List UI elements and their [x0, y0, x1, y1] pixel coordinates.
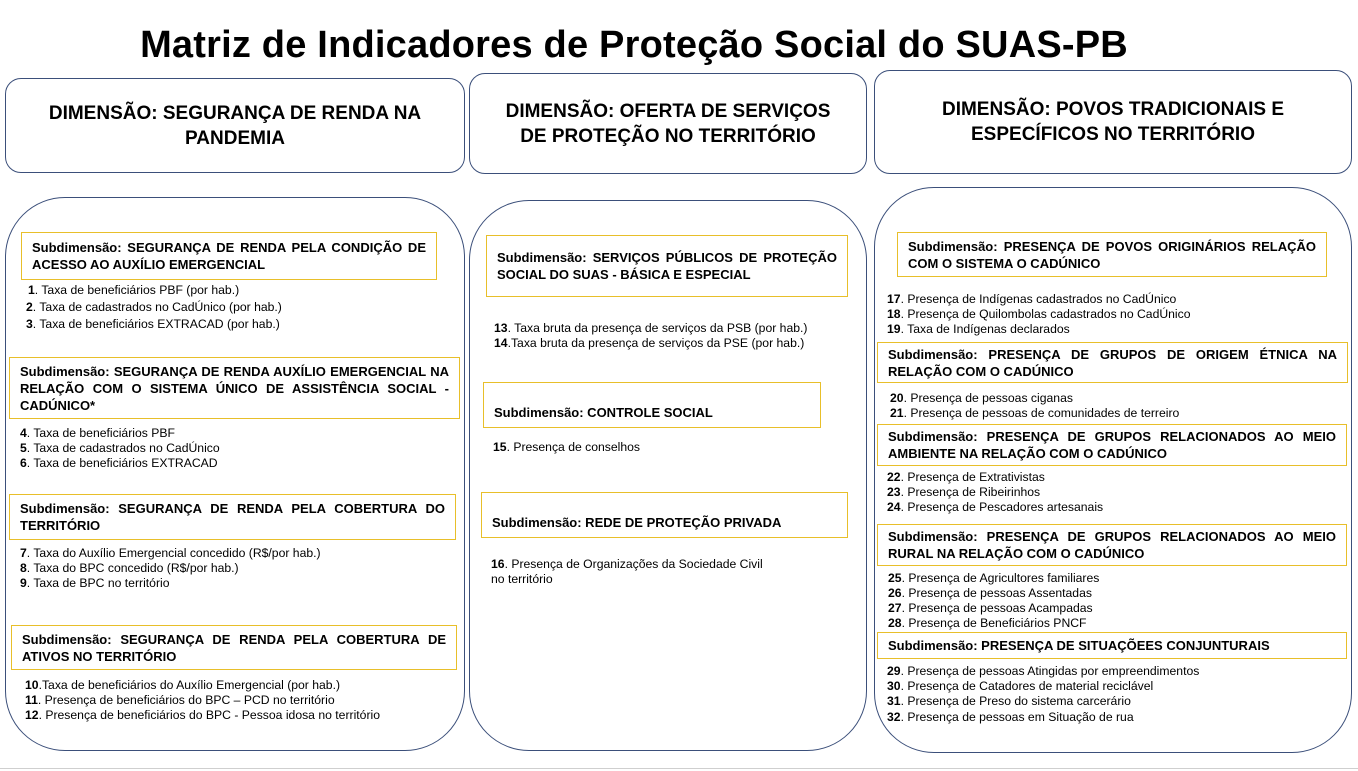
indicator-item: 4. Taxa de beneficiários PBF [20, 426, 175, 440]
indicator-item: 5. Taxa de cadastrados no CadÚnico [20, 441, 220, 455]
indicator-item: 13. Taxa bruta da presença de serviços da PSB (por hab.) [494, 321, 808, 335]
dimension-label: DIMENSÃO: POVOS TRADICIONAIS E ESPECÍFICOS NO TERRITÓRIO [941, 99, 1285, 145]
indicator-item: 24. Presença de Pescadores artesanais [887, 500, 1104, 514]
indicator-item: 3. Taxa de beneficiários EXTRACAD (por hab.) [26, 317, 280, 331]
subdimension-box: Subdimensão: PRESENÇA DE GRUPOS RELACIONADOS AO MEIO RURAL NA RELAÇÃO COM O CADÚNICO [877, 524, 1347, 566]
indicator-item: 30. Presença de Catadores de material reciclável [887, 679, 1154, 693]
indicator-item: 23. Presença de Ribeirinhos [887, 485, 1041, 499]
indicator-item: 26. Presença de pessoas Assentadas [888, 586, 1092, 600]
indicator-item: 11. Presença de beneficiários do BPC – PCD no território [25, 693, 335, 707]
subdimension-box: Subdimensão: REDE DE PROTEÇÃO PRIVADA [481, 492, 848, 538]
indicator-item: 8. Taxa do BPC concedido (R$/por hab.) [20, 561, 239, 575]
indicator-item: 16. Presença de Organizações da Sociedade Civil [491, 557, 763, 571]
page-title: Matriz de Indicadores de Proteção Social do SUAS-PB [140, 24, 1128, 66]
indicator-item: 2. Taxa de cadastrados no CadÚnico (por hab.) [26, 300, 282, 314]
indicator-item: 22. Presença de Extrativistas [887, 470, 1045, 484]
indicator-item: 14.Taxa bruta da presença de serviços da PSE (por hab.) [494, 336, 805, 350]
indicator-item: 20. Presença de pessoas ciganas [890, 391, 1073, 405]
subdimension-box: Subdimensão: CONTROLE SOCIAL [483, 382, 821, 428]
indicator-item: 21. Presença de pessoas de comunidades de terreiro [890, 406, 1180, 420]
indicator-item: 10.Taxa de beneficiários do Auxílio Emergencial (por hab.) [25, 678, 341, 692]
indicator-item: 15. Presença de conselhos [493, 440, 641, 454]
indicator-item: 29. Presença de pessoas Atingidas por empreendimentos [887, 664, 1200, 678]
indicator-item: 7. Taxa do Auxílio Emergencial concedido (R$/por hab.) [20, 546, 321, 560]
indicator-item: 32. Presença de pessoas em Situação de rua [887, 710, 1134, 724]
subdimension-box: Subdimensão: PRESENÇA DE GRUPOS DE ORIGEM ÉTNICA NA RELAÇÃO COM O CADÚNICO [877, 342, 1348, 383]
indicator-item: 28. Presença de Beneficiários PNCF [888, 616, 1087, 630]
subdimension-box: Subdimensão: PRESENÇA DE SITUAÇÕEES CONJUNTURAIS [877, 632, 1347, 659]
indicator-item: 31. Presença de Preso do sistema carcerário [887, 694, 1131, 708]
indicator-item: 1. Taxa de beneficiários PBF (por hab.) [28, 283, 240, 297]
indicator-item: 9. Taxa de BPC no território [20, 576, 170, 590]
indicator-item: 25. Presença de Agricultores familiares [888, 571, 1100, 585]
dimension-header-renda [5, 78, 465, 173]
subdimension-box: Subdimensão: SEGURANÇA DE RENDA PELA CONDIÇÃO DE ACESSO AO AUXÍLIO EMERGENCIAL [21, 232, 437, 280]
indicator-item: 19. Taxa de Indígenas declarados [887, 322, 1070, 336]
dimension-label: DIMENSÃO: SEGURANÇA DE RENDA NA PANDEMIA [48, 102, 422, 149]
dimension-header-povos [874, 70, 1352, 174]
indicator-item: 18. Presença de Quilombolas cadastrados no CadÚnico [887, 307, 1191, 321]
dimension-label: DIMENSÃO: OFERTA DE SERVIÇOS DE PROTEÇÃO NO TERRITÓRIO [505, 100, 831, 147]
subdimension-box: Subdimensão: PRESENÇA DE POVOS ORIGINÁRIOS RELAÇÃO COM O SISTEMA O CADÚNICO [897, 232, 1327, 277]
indicator-item: 27. Presença de pessoas Acampadas [888, 601, 1093, 615]
indicator-item: 12. Presença de beneficiários do BPC - Pessoa idosa no território [25, 708, 380, 722]
indicator-item: 6. Taxa de beneficiários EXTRACAD [20, 456, 218, 470]
subdimension-box: Subdimensão: SERVIÇOS PÚBLICOS DE PROTEÇÃO SOCIAL DO SUAS - BÁSICA E ESPECIAL [486, 235, 848, 297]
subdimension-box: Subdimensão: SEGURANÇA DE RENDA PELA COBERTURA DO TERRITÓRIO [9, 494, 456, 540]
indicator-item: 17. Presença de Indígenas cadastrados no CadÚnico [887, 292, 1177, 306]
subdimension-box: Subdimensão: SEGURANÇA DE RENDA AUXÍLIO EMERGENCIAL NA RELAÇÃO COM O SISTEMA ÚNICO DE ASSISTÊNCIA SOCIAL - CADÚNICO* [9, 357, 460, 419]
subdimension-box: Subdimensão: PRESENÇA DE GRUPOS RELACIONADOS AO MEIO AMBIENTE NA RELAÇÃO COM O CADÚNICO [877, 424, 1347, 466]
dimension-header-oferta [469, 73, 867, 174]
bottom-divider [0, 768, 1358, 769]
indicator-item: no território [491, 572, 553, 586]
subdimension-box: Subdimensão: SEGURANÇA DE RENDA PELA COBERTURA DE ATIVOS NO TERRITÓRIO [11, 625, 457, 670]
